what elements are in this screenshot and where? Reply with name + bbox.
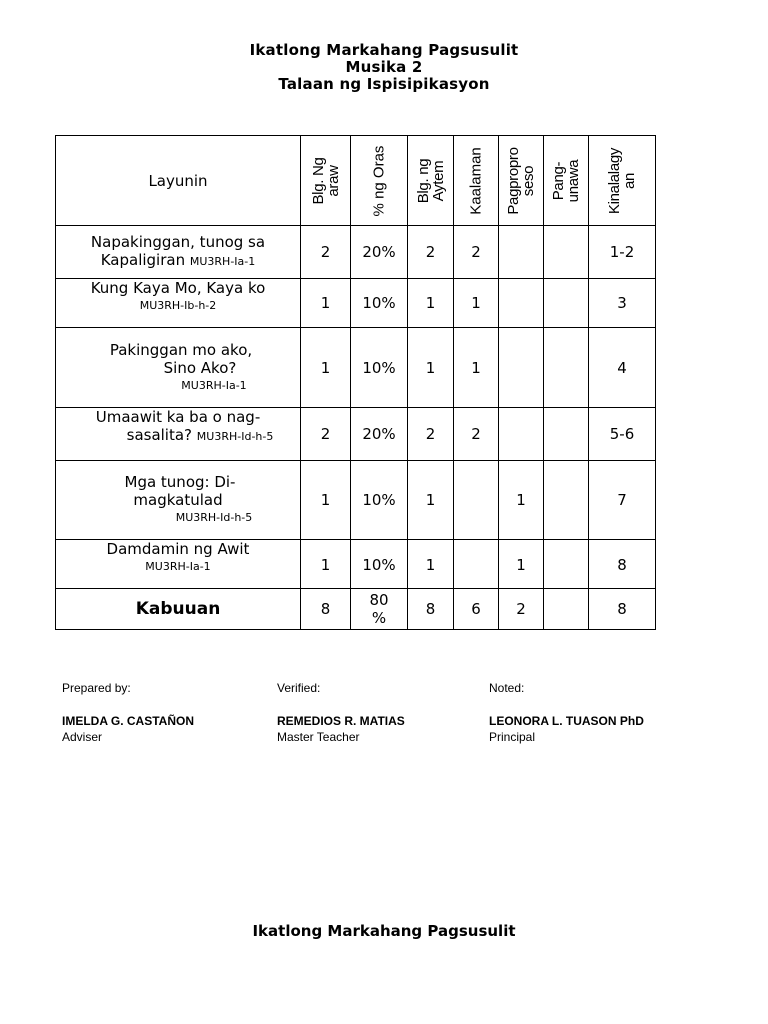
kaalaman-cell: 2 <box>454 408 499 461</box>
total-kaalaman: 6 <box>454 589 499 630</box>
header-layunin: Layunin <box>56 136 301 226</box>
proseso-cell <box>499 279 544 328</box>
header-oras: % ng Oras <box>351 136 408 226</box>
table-row <box>56 540 656 589</box>
kinalalagyan-cell: 8 <box>589 540 656 589</box>
proseso-cell: 1 <box>499 540 544 589</box>
signature-role: Noted: <box>489 681 525 695</box>
spec-table-title: Talaan ng Ispisipikasyon <box>278 75 490 93</box>
proseso-cell <box>499 408 544 461</box>
document-header <box>0 42 768 93</box>
total-row <box>56 589 656 630</box>
oras-cell: 20% <box>351 408 408 461</box>
header-blg-aytem: Blg. ng Aytem <box>408 136 454 226</box>
layunin-cell: Mga tunog: Di- magkatulad MU3RH-Id-h-5 <box>56 461 301 540</box>
aytem-cell: 1 <box>408 328 454 408</box>
table-row <box>56 279 656 328</box>
signature-prepared <box>62 681 194 744</box>
unawa-cell <box>544 328 589 408</box>
signature-position: Master Teacher <box>277 730 360 744</box>
header-blg-araw: Blg. Ng araw <box>301 136 351 226</box>
subject-title: Musika 2 <box>345 58 423 76</box>
header-kinalalagyan: Kinalalagy an <box>589 136 656 226</box>
layunin-cell: Pakinggan mo ako, Sino Ako? MU3RH-Ia-1 <box>56 328 301 408</box>
signature-name: REMEDIOS R. MATIAS <box>277 714 405 728</box>
kinalalagyan-cell: 7 <box>589 461 656 540</box>
total-unawa <box>544 589 589 630</box>
kaalaman-cell: 1 <box>454 328 499 408</box>
araw-cell: 1 <box>301 540 351 589</box>
proseso-cell <box>499 328 544 408</box>
kinalalagyan-cell: 3 <box>589 279 656 328</box>
specification-table <box>55 135 656 630</box>
araw-cell: 1 <box>301 328 351 408</box>
header-pagpoproseso: Pagpropro seso <box>499 136 544 226</box>
layunin-cell: Kung Kaya Mo, Kaya ko MU3RH-Ib-h-2 <box>56 279 301 328</box>
table-row <box>56 226 656 279</box>
signature-noted <box>489 681 644 744</box>
oras-cell: 10% <box>351 279 408 328</box>
aytem-cell: 1 <box>408 540 454 589</box>
unawa-cell <box>544 279 589 328</box>
signature-role: Prepared by: <box>62 681 131 695</box>
exam-title: Ikatlong Markahang Pagsusulit <box>249 41 519 59</box>
layunin-cell: Umaawit ka ba o nag- sasalita? MU3RH-Id-h-5 <box>56 408 301 461</box>
layunin-cell: Napakinggan, tunog sa Kapaligiran MU3RH-Ia-1 <box>56 226 301 279</box>
kaalaman-cell: 2 <box>454 226 499 279</box>
table-row <box>56 408 656 461</box>
kaalaman-cell <box>454 540 499 589</box>
table-row <box>56 461 656 540</box>
araw-cell: 1 <box>301 279 351 328</box>
total-oras: 80 % <box>351 589 408 630</box>
araw-cell: 1 <box>301 461 351 540</box>
signature-name: LEONORA L. TUASON PhD <box>489 714 644 728</box>
oras-cell: 10% <box>351 328 408 408</box>
signature-position: Adviser <box>62 730 103 744</box>
oras-cell: 10% <box>351 540 408 589</box>
aytem-cell: 2 <box>408 408 454 461</box>
aytem-cell: 1 <box>408 461 454 540</box>
total-kinalalagyan: 8 <box>589 589 656 630</box>
table-row <box>56 328 656 408</box>
proseso-cell <box>499 226 544 279</box>
table-header-row <box>56 136 656 226</box>
oras-cell: 20% <box>351 226 408 279</box>
oras-cell: 10% <box>351 461 408 540</box>
unawa-cell <box>544 461 589 540</box>
signature-position: Principal <box>489 730 536 744</box>
araw-cell: 2 <box>301 226 351 279</box>
proseso-cell: 1 <box>499 461 544 540</box>
total-araw: 8 <box>301 589 351 630</box>
header-pang-unawa: Pang- unawa <box>544 136 589 226</box>
signature-role: Verified: <box>277 681 321 695</box>
total-label: Kabuuan <box>56 589 301 630</box>
signature-verified <box>277 681 405 744</box>
unawa-cell <box>544 540 589 589</box>
header-kaalaman: Kaalaman <box>454 136 499 226</box>
next-page-title: Ikatlong Markahang Pagsusulit <box>252 922 516 940</box>
kaalaman-cell <box>454 461 499 540</box>
kaalaman-cell: 1 <box>454 279 499 328</box>
kinalalagyan-cell: 4 <box>589 328 656 408</box>
unawa-cell <box>544 226 589 279</box>
layunin-cell: Damdamin ng Awit MU3RH-Ia-1 <box>56 540 301 589</box>
aytem-cell: 1 <box>408 279 454 328</box>
aytem-cell: 2 <box>408 226 454 279</box>
araw-cell: 2 <box>301 408 351 461</box>
unawa-cell <box>544 408 589 461</box>
kinalalagyan-cell: 1-2 <box>589 226 656 279</box>
kinalalagyan-cell: 5-6 <box>589 408 656 461</box>
total-proseso: 2 <box>499 589 544 630</box>
signature-name: IMELDA G. CASTAÑON <box>62 714 194 728</box>
total-aytem: 8 <box>408 589 454 630</box>
